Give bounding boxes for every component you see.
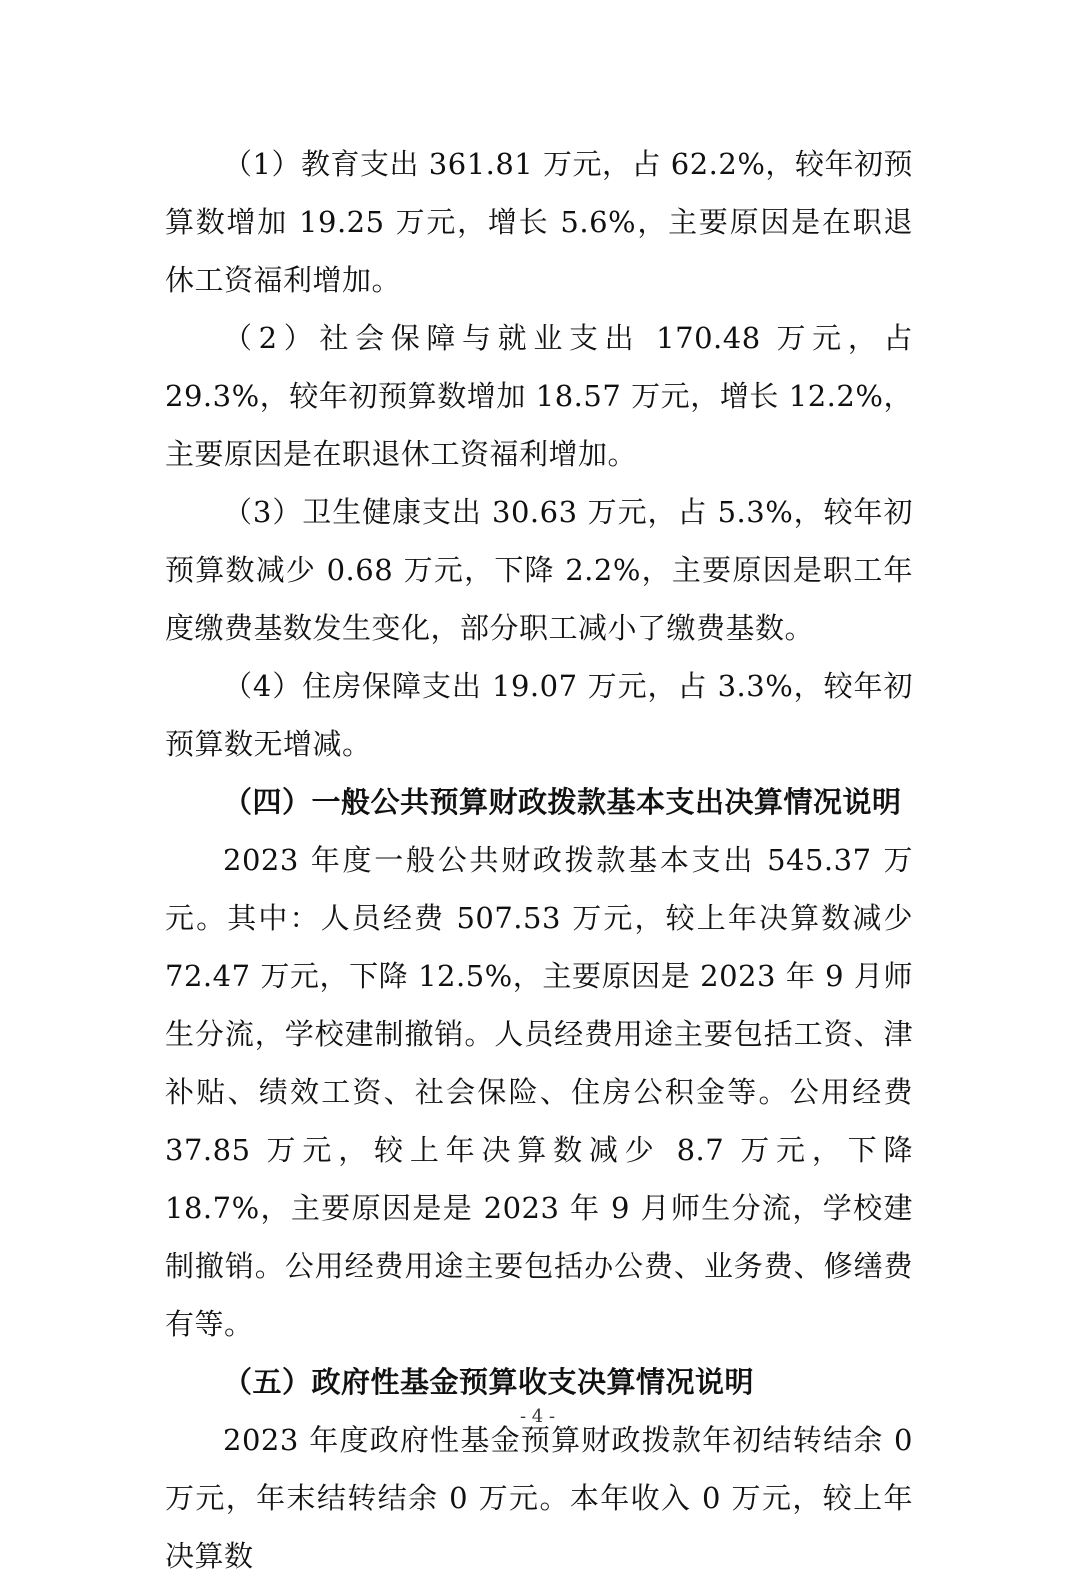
paragraph-education-expense: （1）教育支出 361.81 万元，占 62.2%，较年初预算数增加 19.25 万元，增长 5.6%，主要原因是在职退休工资福利增加。: [165, 147, 913, 297]
section-heading-government-fund: （五）政府性基金预算收支决算情况说明: [223, 1365, 755, 1399]
paragraph-health-expense: （3）卫生健康支出 30.63 万元，占 5.3%，较年初预算数减少 0.68 万元，下降 2.2%，主要原因是职工年度缴费基数发生变化，部分职工减小了缴费基数。: [165, 495, 913, 645]
document-body: [165, 135, 913, 1585]
paragraph-housing-expense: （4）住房保障支出 19.07 万元，占 3.3%，较年初预算数无增减。: [165, 669, 913, 761]
paragraph-government-fund: 2023 年度政府性基金预算财政拨款年初结转结余 0 万元，年末结转结余 0 万元。本年收入 0 万元，较上年决算数: [165, 1423, 913, 1573]
paragraph-basic-expenditure: 2023 年度一般公共财政拨款基本支出 545.37 万元。其中：人员经费 507.53 万元，较上年决算数减少 72.47 万元，下降 12.5%，主要原因是 2023 年 9 月师生分流，学校建制撤销。人员经费用途主要包括工资、津补贴、绩效工资、社会保险、住房公积金等。公用经费 37.85 万元，较上年决算数减少 8.7 万元，下降 18.7%，主要原因是是 2023 年 9 月师生分流，学校建制撤销。公用经费用途主要包括办公费、业务费、修缮费有等。: [165, 843, 913, 1341]
section-heading-basic-expenditure: （四）一般公共预算财政拨款基本支出决算情况说明: [223, 785, 902, 819]
page-number: - 4 -: [519, 1406, 556, 1427]
paragraph-social-security-expense: （2）社会保障与就业支出 170.48 万元，占 29.3%，较年初预算数增加 18.57 万元，增长 12.2%，主要原因是在职退休工资福利增加。: [165, 321, 913, 471]
